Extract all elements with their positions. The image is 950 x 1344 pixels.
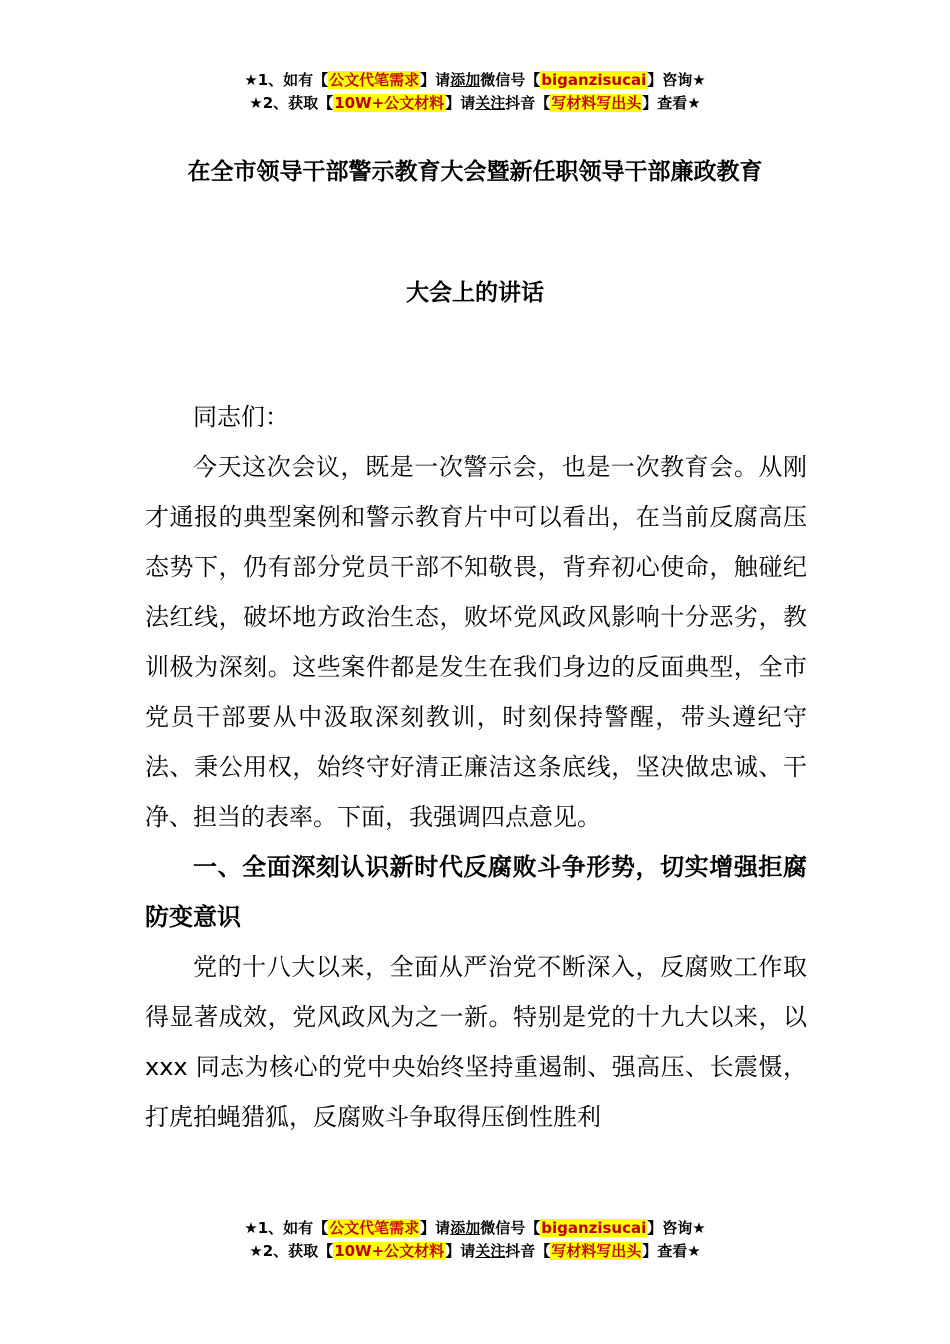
banner-text: ★1、如有【 (244, 71, 329, 89)
section-heading-1: 一、全面深刻认识新时代反腐败斗争形势，切实增强拒腐防变意识 (145, 853, 807, 931)
banner-text: 微信号【 (480, 71, 541, 89)
banner-wechat-id: biganzisucai (541, 1219, 647, 1237)
banner-highlight: 10W+公文材料 (334, 94, 445, 112)
banner-text: 关注 (475, 94, 506, 112)
footer-banner (0, 1217, 950, 1263)
document-body (145, 392, 807, 1142)
banner-line-1 (0, 69, 950, 92)
banner-text: 关注 (475, 1242, 506, 1260)
banner-wechat-id: biganzisucai (541, 71, 647, 89)
banner-text: 】请 (420, 1219, 451, 1237)
banner-text: 】请 (420, 71, 451, 89)
banner-text: 添加 (450, 71, 481, 89)
banner-text: 】咨询★ (647, 71, 706, 89)
banner-text: 】咨询★ (647, 1219, 706, 1237)
banner-text: 】查看★ (642, 1242, 701, 1260)
banner-text: 】查看★ (642, 94, 701, 112)
banner-highlight: 公文代笔需求 (329, 71, 420, 89)
banner-text: 抖音【 (505, 94, 551, 112)
banner-highlight: 公文代笔需求 (329, 1219, 420, 1237)
paragraph-section-1: 党的十八大以来，全面从严治党不断深入，反腐败工作取得显著成效，党风政风为之一新。特别是党的十九大以来，以 xxx 同志为核心的党中央始终坚持重遏制、强高压、长震慑，打虎拍蝇猎狐，反腐败斗争取得压倒性胜利 (145, 953, 807, 1131)
banner-highlight: 写材料写出头 (551, 94, 642, 112)
banner-line-2 (0, 92, 950, 115)
banner-text: 】请 (445, 94, 476, 112)
paragraph-intro: 今天这次会议，既是一次警示会，也是一次教育会。从刚才通报的典型案例和警示教育片中可以看出，在当前反腐高压态势下，仍有部分党员干部不知敬畏，背弃初心使命，触碰纪法红线，破坏地方政治生态，败坏党风政风影响十分恶劣，教训极为深刻。这些案件都是发生在我们身边的反面典型，全市党员干部要从中汲取深刻教训，时刻保持警醒，带头遵纪守法、秉公用权，始终守好清正廉洁这条底线，坚决做忠诚、干净、担当的表率。下面，我强调四点意见。 (145, 453, 807, 831)
banner-text: ★1、如有【 (244, 1219, 329, 1237)
banner-text: 】请 (445, 1242, 476, 1260)
banner-highlight: 10W+公文材料 (334, 1242, 445, 1260)
banner-text: 微信号【 (480, 1219, 541, 1237)
salutation: 同志们： (193, 403, 289, 431)
banner-text: 添加 (450, 1219, 481, 1237)
banner-text: ★2、获取【 (249, 1242, 334, 1260)
header-banner (0, 69, 950, 115)
banner-line-2 (0, 1240, 950, 1263)
banner-highlight: 写材料写出头 (551, 1242, 642, 1260)
document-title-line-2: 大会上的讲话 (406, 280, 544, 306)
document-title-line-1: 在全市领导干部警示教育大会暨新任职领导干部廉政教育 (187, 159, 763, 185)
banner-text: 抖音【 (505, 1242, 551, 1260)
banner-text: ★2、获取【 (249, 94, 334, 112)
banner-line-1 (0, 1217, 950, 1240)
